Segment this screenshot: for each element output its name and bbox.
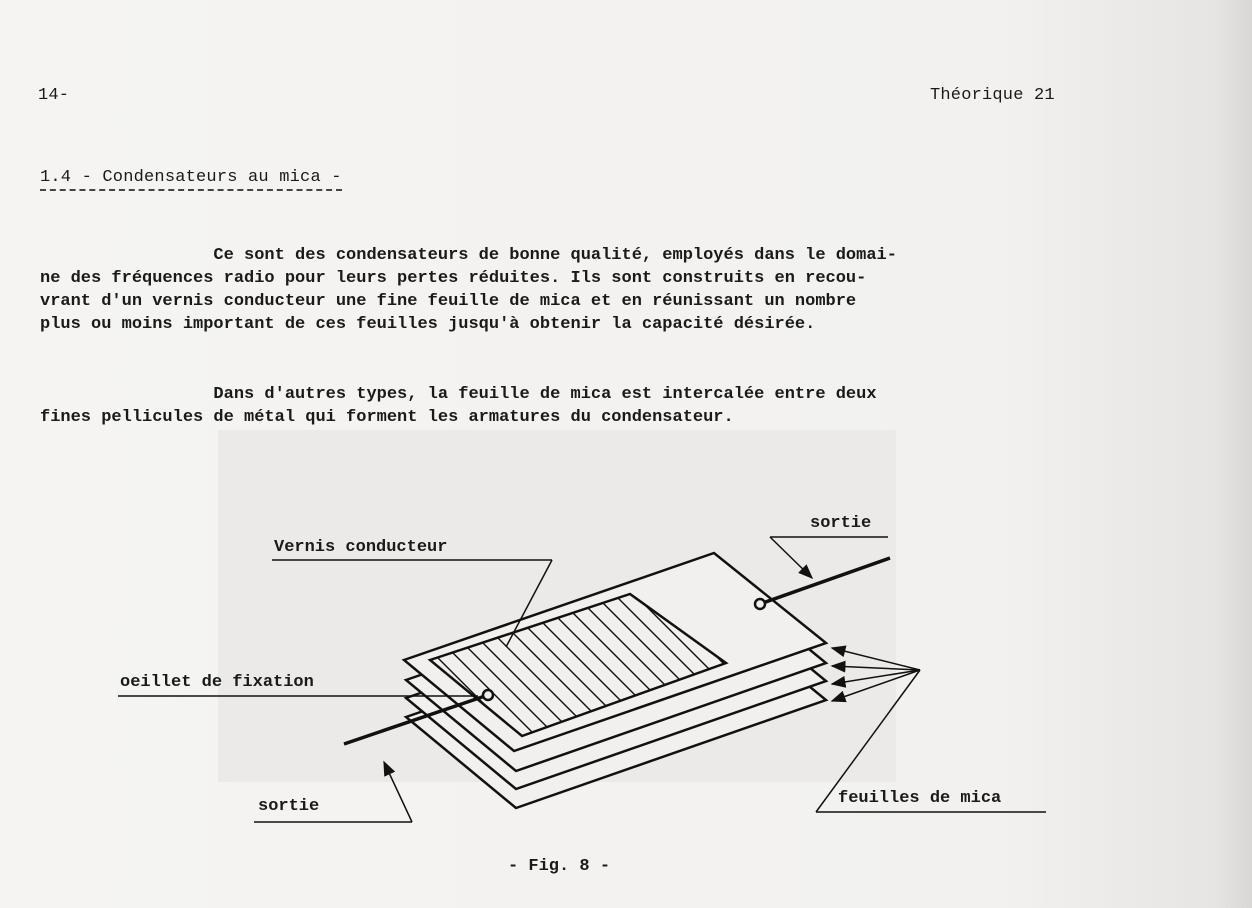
figure-caption: - Fig. 8 - (508, 857, 611, 876)
label-oeillet-de-fixation: oeillet de fixation (120, 673, 314, 692)
page-number: 14- (38, 86, 70, 105)
eyelet-bottom (483, 690, 493, 700)
label-vernis-conducteur: Vernis conducteur (274, 538, 448, 557)
paragraph-line: Dans d'autres types, la feuille de mica est intercalée entre deux (40, 385, 877, 404)
label-feuilles-de-mica: feuilles de mica (838, 789, 1002, 808)
section-title: 1.4 - Condensateurs au mica - (40, 168, 342, 191)
label-sortie-top: sortie (810, 514, 872, 533)
leader-sortie-top (770, 537, 812, 578)
paragraph-line: Ce sont des condensateurs de bonne qualité, employés dans le domai- (40, 246, 897, 265)
paragraph-line: fines pellicules de métal qui forment les armatures du condensateur. (40, 408, 734, 427)
paragraph-line: vrant d'un vernis conducteur une fine feuille de mica et en réunissant un nombre (40, 292, 857, 311)
label-sortie-bottom: sortie (258, 797, 320, 816)
leader-feuilles-arrow (832, 670, 920, 684)
series-title: Théorique 21 (930, 86, 1055, 105)
leader-sortie-bottom (384, 762, 412, 822)
eyelet-top (755, 599, 765, 609)
output-lead-top (760, 558, 890, 604)
paragraph-line: ne des fréquences radio pour leurs pertes réduites. Ils sont construits en recou- (40, 269, 867, 288)
leader-feuilles-arrow (832, 670, 920, 701)
paragraph-line: plus ou moins important de ces feuilles jusqu'à obtenir la capacité désirée. (40, 315, 816, 334)
